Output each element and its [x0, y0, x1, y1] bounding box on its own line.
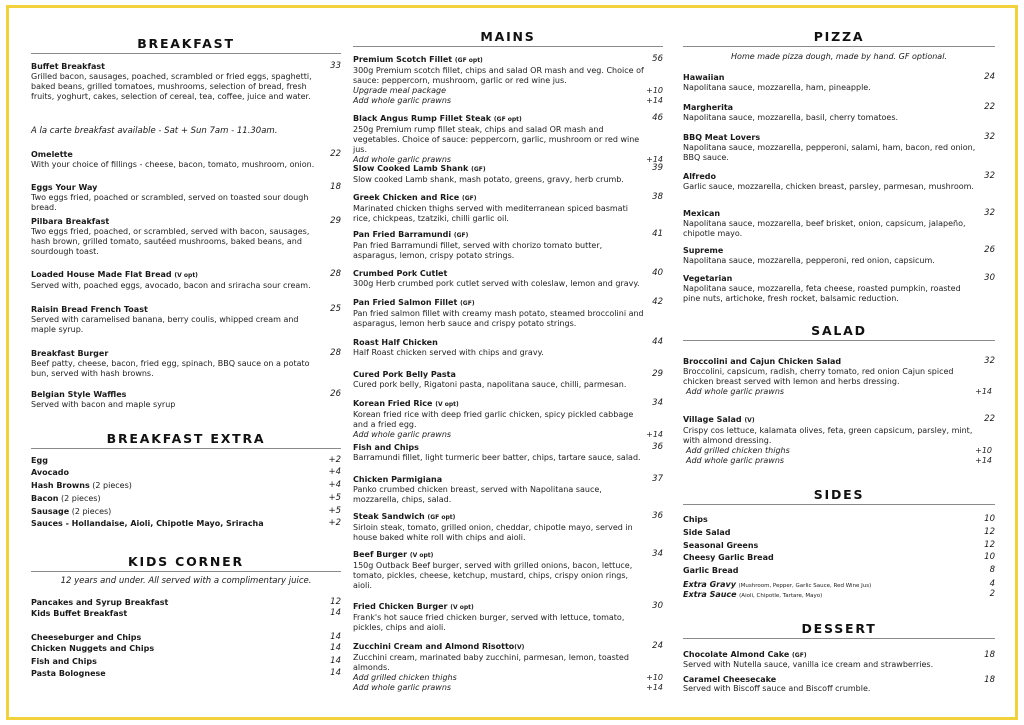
side-price: 12 [984, 540, 995, 550]
kids-row [31, 668, 341, 679]
menu-item [683, 132, 995, 163]
menu-item [683, 273, 995, 304]
item-desc: Pan fried Barramundi fillet, served with chorizo tomato butter, asparagus, lemon, crispy potato strings. [353, 241, 603, 260]
addon-label: Upgrade meal package [353, 86, 447, 95]
kids-row [31, 656, 341, 667]
item-desc: Napolitana sauce, mozzarella, basil, cherry tomatoes. [683, 113, 899, 122]
menu-item [353, 229, 663, 261]
addon-row [353, 673, 663, 683]
item-price: 25 [330, 304, 341, 314]
breakfast-extra-title: BREAKFAST EXTRA [106, 431, 266, 446]
side-row [683, 540, 995, 551]
menu-item [683, 72, 995, 93]
side-price: 2 [989, 589, 995, 599]
item-desc: Beef patty, cheese, bacon, fried egg, spinach, BBQ sauce on a potato bun, served with hash browns. [31, 359, 310, 378]
item-price: 26 [330, 389, 341, 399]
item-name-text: Greek Chicken and Rice [353, 193, 460, 202]
menu-item [683, 171, 995, 192]
item-desc: Half Roast chicken served with chips and gravy. [353, 348, 544, 357]
item-name [683, 650, 995, 660]
item-name [353, 511, 663, 523]
item-name-text: Chocolate Almond Cake [683, 650, 790, 659]
item-name: Chicken Parmigiana [353, 475, 443, 484]
menu-item [31, 61, 341, 102]
item-desc: Broccolini, capsicum, radish, cherry tomato, red onion Cajun spiced chicken breast served with lemon and herbs dressing. [683, 367, 954, 386]
addon-row [353, 86, 663, 96]
item-desc: Crispy cos lettuce, kalamata olives, feta, green capsicum, parsley, mint, with almond dressing. [683, 426, 973, 445]
item-name-text: Loaded House Made Flat Bread [31, 270, 172, 279]
addon-price: +14 [975, 387, 992, 396]
extra-price: +5 [328, 506, 341, 516]
item-price: 34 [652, 549, 663, 559]
item-desc: Sirloin steak, tomato, grilled onion, cheddar, chipotle mayo, served in house baked white roll with chips and aioli. [353, 523, 633, 542]
item-desc: Garlic sauce, mozzarella, chicken breast, parsley, parmesan, mushroom. [683, 182, 974, 191]
side-name: Extra Gravy [683, 580, 736, 589]
breakfast-extra-rule [31, 448, 341, 449]
menu-item [353, 337, 663, 358]
pizza-rule [683, 46, 995, 47]
menu-item [353, 192, 663, 224]
addon-label: Add grilled chicken thighs [353, 673, 457, 682]
addon-price: +14 [975, 455, 992, 465]
item-price: 22 [330, 149, 341, 159]
item-desc: Napolitana sauce, mozzarella, pepperoni, red onion, capsicum. [683, 256, 935, 265]
side-sub: (Aioli, Chipotle, Tartare, Mayo) [739, 593, 823, 599]
item-name: Alfredo [683, 172, 717, 181]
item-name-text: Fried Chicken Burger [353, 602, 448, 611]
extra-name: Avocado [31, 468, 69, 477]
menu-item [353, 369, 663, 390]
item-desc: 300g Premium scotch fillet, chips and salad OR mash and veg. Choice of sauce: peppercorn, mushroom, garlic or red wine jus. [353, 66, 644, 85]
kids-name: Kids Buffet Breakfast [31, 609, 128, 618]
salad-title: SALAD [811, 323, 867, 338]
alacarte-note: A la carte breakfast available - Sat + Sun 7am - 11.30am. [31, 126, 278, 136]
item-price: 28 [330, 269, 341, 279]
item-name: Roast Half Chicken [353, 338, 438, 347]
kids-price: 12 [330, 597, 341, 607]
extra-row [31, 506, 341, 517]
side-price: 4 [989, 579, 995, 589]
item-name [353, 549, 663, 561]
item-price: 56 [652, 54, 663, 64]
item-option: (GF) [462, 195, 477, 202]
item-desc: Frank's hot sauce fried chicken burger, served with lettuce, tomato, pickles, chips and aioli. [353, 613, 625, 632]
item-desc: Barramundi fillet, light turmeric beer batter, chips, tartare sauce, salad. [353, 453, 641, 462]
item-option: (V opt) [409, 552, 434, 559]
item-name: Broccolini and Cajun Chicken Salad [683, 357, 842, 366]
item-price: 30 [984, 273, 995, 283]
menu-item [31, 182, 341, 213]
menu-item [353, 113, 663, 165]
kids-price: 14 [330, 632, 341, 642]
menu-item [353, 54, 663, 105]
addon-row [353, 430, 663, 440]
mains-rule [353, 46, 663, 47]
kids-name: Chicken Nuggets and Chips [31, 644, 155, 653]
item-name [353, 398, 663, 410]
item-price: 32 [984, 208, 995, 218]
item-price: 29 [652, 369, 663, 379]
kids-name: Pasta Bolognese [31, 669, 106, 678]
item-price: 37 [652, 474, 663, 484]
item-price: 44 [652, 337, 663, 347]
side-row [683, 589, 995, 602]
item-desc: Napolitana sauce, mozzarella, pepperoni, salami, ham, bacon, red onion, BBQ sauce. [683, 143, 976, 162]
item-desc: Panko crumbed chicken breast, served with Napolitana sauce, mozzarella, chips, salad. [353, 485, 602, 504]
item-price: 29 [330, 216, 341, 226]
item-price: 32 [984, 132, 995, 142]
side-price: 10 [984, 552, 995, 562]
item-name [31, 269, 341, 281]
item-name: Raisin Bread French Toast [31, 305, 148, 314]
item-name: Breakfast Burger [31, 349, 109, 358]
addon-label: Add whole garlic prawns [353, 95, 452, 105]
item-option: (V opt) [450, 604, 474, 611]
item-option: (GF opt) [427, 514, 456, 521]
addon-price: +14 [646, 95, 663, 105]
item-price: 26 [984, 245, 995, 255]
kids-title: KIDS CORNER [128, 554, 244, 569]
item-price: 18 [984, 650, 995, 660]
item-name [353, 229, 663, 241]
item-price: 30 [652, 601, 663, 611]
menu-item [353, 442, 663, 463]
item-name-text: Zucchini Cream and Almond Risotto [353, 642, 515, 651]
item-name-text: Pan Fried Barramundi [353, 230, 452, 239]
item-name-text: Village Salad [683, 415, 742, 424]
item-desc: Marinated chicken thighs served with mediterranean spiced basmati rice, chickpeas, tzatziki, chilli garlic oil. [353, 204, 628, 223]
extra-name: Bacon [31, 494, 59, 503]
kids-rule [31, 571, 341, 572]
side-name: Seasonal Greens [683, 541, 759, 550]
item-option: (GF) [792, 652, 807, 659]
kids-row [31, 632, 341, 643]
menu-item [353, 549, 663, 591]
menu-item [31, 389, 341, 410]
item-name: Eggs Your Way [31, 183, 98, 192]
mains-title: MAINS [480, 29, 536, 44]
item-name: Crumbed Pork Cutlet [353, 269, 448, 278]
extra-price: +4 [328, 467, 341, 477]
side-row [683, 552, 995, 563]
item-desc: Pan fried salmon fillet with creamy mash potato, steamed broccolini and asparagus, lemon herb sauce and crispy potato strings. [353, 309, 644, 328]
item-option: (V opt) [435, 401, 459, 408]
extra-row [31, 518, 341, 529]
side-price: 8 [989, 565, 995, 575]
pizza-note: Home made pizza dough, made by hand. GF optional. [731, 52, 947, 61]
item-name [353, 297, 663, 309]
item-desc: 150g Outback Beef burger, served with grilled onions, bacon, lettuce, tomato, pickles, cheese, ketchup, mustard, chips, crispy onion rings, aioli. [353, 561, 633, 590]
item-name: Fish and Chips [353, 443, 419, 452]
extra-name: Hash Browns [31, 481, 90, 490]
item-name: Buffet Breakfast [31, 62, 105, 71]
menu-item [31, 269, 341, 291]
side-row [683, 565, 995, 576]
side-name: Cheesy Garlic Bread [683, 553, 774, 562]
addon-label: Add whole garlic prawns [353, 155, 452, 164]
item-price: 32 [984, 171, 995, 181]
side-name: Side Salad [683, 528, 731, 537]
item-desc: Served with, poached eggs, avocado, bacon and sriracha sour cream. [31, 281, 311, 290]
addon-row [353, 96, 663, 106]
item-name: Pilbara Breakfast [31, 217, 110, 226]
item-desc: Korean fried rice with deep fried garlic chicken, spicy pickled cabbage and a fried egg. [353, 410, 634, 429]
item-name-text: Black Angus Rump Fillet Steak [353, 114, 492, 123]
menu-item [683, 356, 995, 397]
item-desc: 300g Herb crumbed pork cutlet served with coleslaw, lemon and gravy. [353, 279, 640, 288]
addon-row [353, 683, 663, 693]
kids-price: 14 [330, 656, 341, 666]
item-desc: Served with caramelised banana, berry coulis, whipped cream and maple syrup. [31, 315, 299, 334]
extra-name: Egg [31, 456, 48, 465]
item-desc: Served with Nutella sauce, vanilla ice cream and strawberries. [683, 660, 934, 669]
kids-row [31, 597, 341, 608]
dessert-rule [683, 638, 995, 639]
item-desc: With your choice of fillings - cheese, bacon, tomato, mushroom, onion. [31, 160, 315, 169]
side-row [683, 527, 995, 538]
item-desc: Zucchini cream, marinated baby zucchini, parmesan, lemon, toasted almonds. [353, 653, 629, 672]
side-name: Extra Sauce [683, 590, 737, 599]
kids-price: 14 [330, 608, 341, 618]
kids-price: 14 [330, 668, 341, 678]
item-price: 34 [652, 398, 663, 408]
menu-item [353, 474, 663, 505]
menu-item [353, 601, 663, 633]
item-desc: Served with bacon and maple syrup [31, 400, 176, 409]
item-option: (GF) [453, 232, 469, 239]
item-price: 40 [652, 268, 663, 278]
item-name: Omelette [31, 150, 73, 159]
item-price: 18 [984, 675, 995, 685]
item-price: 18 [330, 182, 341, 192]
item-name: Supreme [683, 246, 724, 255]
kids-name: Fish and Chips [31, 657, 97, 666]
addon-price: +14 [646, 682, 663, 692]
item-name: BBQ Meat Lovers [683, 133, 761, 142]
menu-item [31, 304, 341, 335]
item-price: 46 [652, 113, 663, 123]
salad-rule [683, 340, 995, 341]
item-price: 38 [652, 192, 663, 202]
extra-row [31, 467, 341, 478]
item-name: Belgian Style Waffles [31, 390, 127, 399]
kids-name: Cheeseburger and Chips [31, 633, 142, 642]
item-name-text: Slow Cooked Lamb Shank [353, 164, 469, 173]
sides-title: SIDES [813, 487, 865, 502]
dessert-title: DESSERT [801, 621, 877, 636]
item-name [353, 641, 663, 653]
item-name [353, 163, 663, 175]
item-price: 36 [652, 511, 663, 521]
item-name: Hawaiian [683, 73, 725, 82]
item-name: Caramel Cheesecake [683, 675, 777, 684]
item-desc: Napolitana sauce, mozzarella, ham, pineapple. [683, 83, 871, 92]
item-name [353, 192, 663, 204]
item-desc: Two eggs fried, poached or scrambled, served on toasted sour dough bread. [31, 193, 309, 212]
item-price: 41 [652, 229, 663, 239]
item-option: (GF) [460, 300, 475, 307]
extra-sub: (2 pieces) [92, 481, 132, 490]
extra-price: +5 [328, 493, 341, 503]
breakfast-title: BREAKFAST [137, 36, 235, 51]
kids-note: 12 years and under. All served with a complimentary juice. [60, 576, 312, 586]
kids-name: Pancakes and Syrup Breakfast [31, 598, 169, 607]
side-name: Garlic Bread [683, 566, 739, 575]
item-option: (GF opt) [454, 57, 483, 64]
item-price: 39 [652, 163, 663, 173]
item-name: Margherita [683, 103, 734, 112]
item-option: (GF) [471, 166, 486, 173]
item-option: (V opt) [174, 272, 198, 279]
addon-price: +10 [646, 673, 663, 682]
item-name: Mexican [683, 209, 721, 218]
item-desc: Grilled bacon, sausages, poached, scrambled or fried eggs, spaghetti, baked beans, grilled tomatoes, mushrooms, selection of bread, fresh fruits, yoghurt, cakes, selection of cereal, tea, coffee, juice and water. [31, 72, 312, 101]
item-name [353, 54, 663, 66]
item-price: 42 [652, 297, 663, 307]
item-price: 28 [330, 348, 341, 358]
item-price: 22 [984, 102, 995, 112]
item-name-text: Beef Burger [353, 550, 408, 559]
extra-sub: (2 pieces) [60, 494, 101, 503]
side-row [683, 514, 995, 525]
extra-price: +2 [328, 518, 341, 528]
item-desc: Cured pork belly, Rigatoni pasta, napolitana sauce, chilli, parmesan. [353, 380, 627, 389]
extra-price: +2 [328, 455, 341, 465]
breakfast-rule [31, 53, 341, 54]
extra-name: Sausage [31, 507, 70, 516]
item-name-text: Steak Sandwich [353, 512, 425, 521]
menu-item [683, 414, 995, 465]
menu-item [353, 511, 663, 543]
item-desc: Slow cooked Lamb shank, mash potato, greens, gravy, herb crumb. [353, 175, 624, 184]
item-name-text: Premium Scotch Fillet [353, 55, 453, 64]
addon-row [683, 456, 995, 466]
item-price: 33 [330, 61, 341, 71]
addon-price: +14 [646, 430, 663, 439]
side-price: 10 [984, 514, 995, 524]
item-price: 36 [652, 442, 663, 452]
addon-row [683, 387, 995, 397]
extra-row [31, 480, 341, 491]
item-name: Vegetarian [683, 274, 733, 283]
extra-price: +4 [328, 480, 341, 490]
menu-item [353, 641, 663, 692]
menu-item [31, 149, 341, 170]
side-name: Chips [683, 515, 708, 524]
item-name [353, 113, 663, 125]
menu-item [31, 348, 341, 379]
menu-item [683, 102, 995, 123]
menu-item [683, 650, 995, 669]
addon-label: Add whole garlic prawns [686, 455, 785, 465]
item-desc: Two eggs fried, poached, or scrambled, served with bacon, sausages, hash brown, grilled tomato, sautéed mushrooms, baked beans, and sourdough toast. [31, 227, 310, 256]
addon-row [683, 446, 995, 456]
addon-label: Add whole garlic prawns [686, 387, 785, 396]
menu-item [683, 675, 995, 693]
item-desc: Napolitana sauce, mozzarella, feta cheese, roasted pumpkin, roasted pine nuts, artichoke, fresh rocket, balsamic reduction. [683, 284, 961, 303]
extra-sub: (2 pieces) [71, 507, 112, 516]
item-name: Cured Pork Belly Pasta [353, 370, 456, 379]
extra-row [31, 455, 341, 466]
item-name [683, 414, 995, 426]
item-desc: Served with Biscoff sauce and Biscoff crumble. [683, 684, 871, 693]
extra-name: Sauces - Hollandaise, Aioli, Chipotle Mayo, Sriracha [31, 519, 264, 528]
pizza-title: PIZZA [813, 29, 865, 44]
kids-price: 14 [330, 643, 341, 653]
side-sub: (Mushroom, Pepper, Garlic Sauce, Red Wine Jus) [738, 583, 872, 589]
addon-label: Add whole garlic prawns [353, 430, 452, 439]
kids-row [31, 643, 341, 654]
kids-row [31, 608, 341, 619]
addon-price: +10 [975, 446, 992, 455]
menu-item [683, 245, 995, 266]
item-price: 32 [984, 356, 995, 366]
addon-price: +10 [646, 86, 663, 95]
addon-label: Add whole garlic prawns [353, 682, 452, 692]
menu-item [353, 163, 663, 185]
addon-price: +14 [646, 155, 663, 164]
item-desc: Napolitana sauce, mozzarella, beef brisket, onion, capsicum, jalapeño, chipotle mayo. [683, 219, 966, 238]
item-name [353, 601, 663, 613]
item-price: 24 [984, 72, 995, 82]
side-price: 12 [984, 527, 995, 537]
item-option: (V) [514, 644, 525, 651]
menu-item [683, 208, 995, 239]
addon-label: Add grilled chicken thighs [686, 446, 790, 455]
menu-item [353, 268, 663, 289]
item-desc: 250g Premium rump fillet steak, chips and salad OR mash and vegetables. Choice of sauce: peppercorn, garlic, mushroom or red wine jus. [353, 125, 640, 154]
item-price: 24 [652, 641, 663, 651]
item-option: (V) [744, 417, 755, 424]
item-option: (GF opt) [493, 116, 522, 123]
item-name-text: Pan Fried Salmon Fillet [353, 298, 458, 307]
menu-item [353, 297, 663, 329]
sides-rule [683, 504, 995, 505]
menu-item [31, 216, 341, 257]
item-price: 22 [984, 414, 995, 424]
item-name-text: Korean Fried Rice [353, 399, 433, 408]
menu-item [353, 398, 663, 440]
extra-row [31, 493, 341, 504]
